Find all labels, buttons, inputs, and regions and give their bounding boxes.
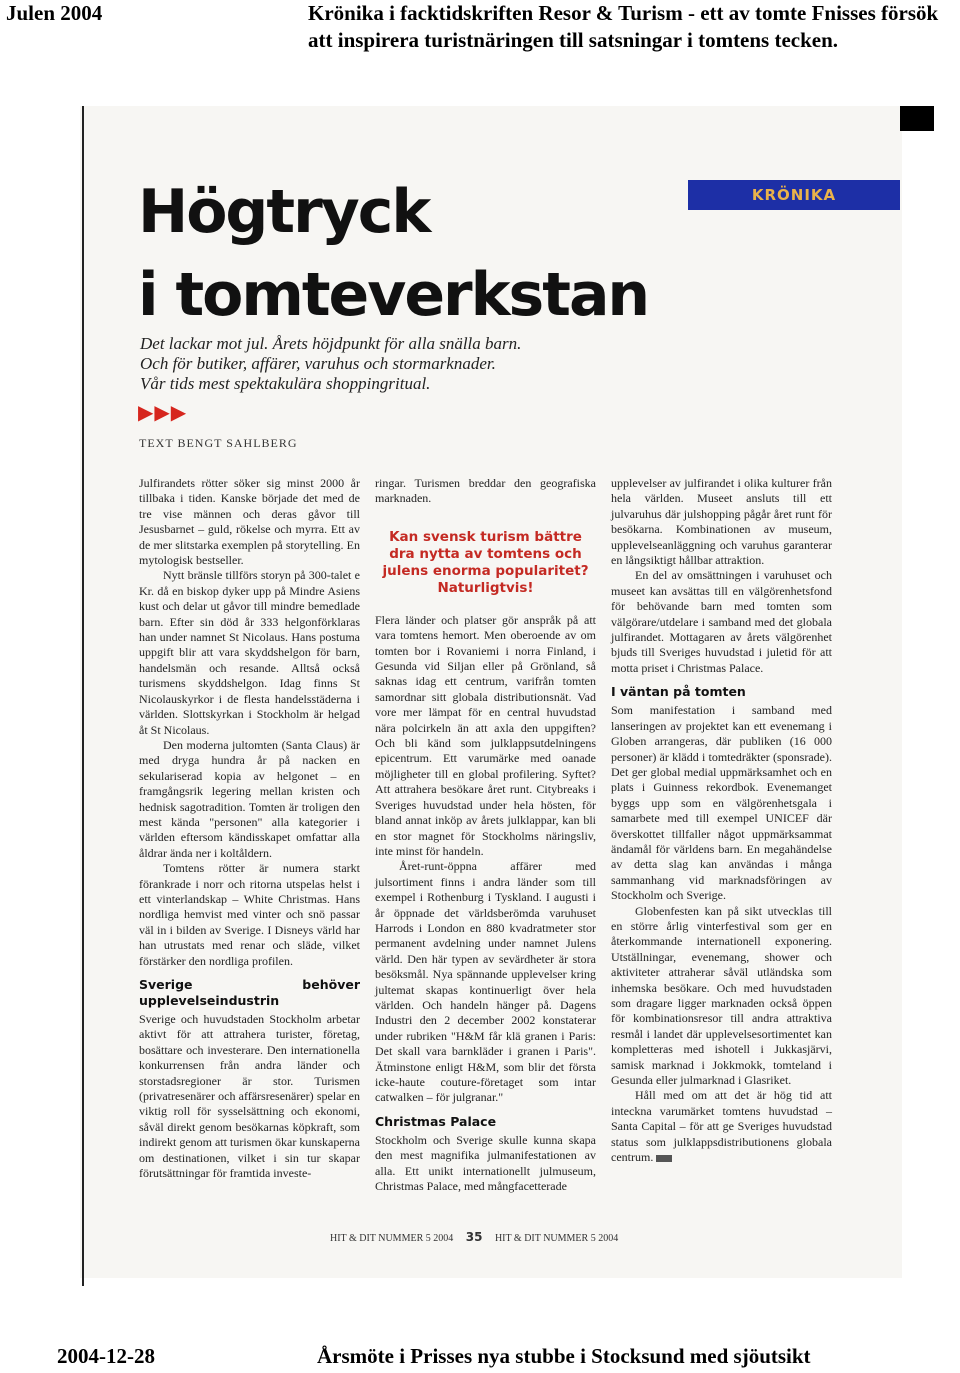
paragraph: Året-runt-öppna affärer med julsortiment finns i andra länder som till exempel i Rothenburg i Tyskland. I augusti i år öppnade det världsberömda varuhuset Harrods i London en 880 kvadratmeter stor permanent avdelning under namnet Julens värld. Den här typen av sevärdheter är stora besöksmål. Nya spännande upplevelser kring jultemat skapas kontinuerligt över hela världen. Och handeln hänger på. Dagens Industri den 2 december 2002 konstaterar under rubriken "H&M får klä granen i Paris: Det skall vara barnkläder i granen i Paris". Ätminstone enligt H&M, som blir det första icke-haute couture-företaget som intar catwalken – för julgranar."	[375, 859, 596, 1105]
paragraph: Flera länder och platser gör anspråk på att vara tomtens hemort. Men oberoende av om tomten bor i Rovaniemi i norra Finland, i Gesunda vid Siljan eller på Grönland, så saknas idag ett centrum, varifrån tomten samordnar sitt globala distributionsnät. Vad vore mer lämpat för en central huvudstad nära polcirkeln än att axla den uppgiften? Och bli känd som julklappsutdelningens epicentrum. Ett varumärke med oanade möjligheter till en global profilering. Syftet? Att attrahera besökare året runt. Citybreaks i Sveriges huvudstad under hela hösten, för bland annat inköp av årets julklappar, kan bli en stor magnet för Stockholms näringsliv, inte minst för handeln.	[375, 612, 596, 858]
footer-date: 2004-12-28	[57, 1344, 155, 1368]
folio-left: HIT & DIT NUMMER 5 2004	[330, 1233, 454, 1244]
article-ingress	[140, 334, 560, 394]
paragraph-text: Håll med om att det är hög tid att inteckna varumärket tomtens huvudstad – Santa Capital – för att ge Sveriges huvudstad status som julklappsdistributionens globala centrum.	[611, 1088, 832, 1165]
paragraph: upplevelser av julfirandet i olika kulturer från hela världen. Museet ansluts till ett julvaruhus där julshopping pågår året runt för besökarna. Kombinationen av museum, upplevelseanläggning och varuhus garanterar en långsiktigt hållbar attraktion.	[611, 476, 832, 568]
pull-quote: Kan svensk turism bättre dra nytta av tomtens och julens enorma popularitet? Naturligtvis!	[382, 528, 589, 596]
article-title	[138, 177, 649, 330]
paragraph: Som manifestation i samband med lanseringen av projektet kan ett evenemang i Globen arrangeras, där publiken (16 000 personer) är klädd i tomtedräkter (sponsrade). Det ger global medial uppmärksamhet och en plats i Guinness rekordbok. Evenemanget byggs upp som en välgörenhetsgala i samarbete med till exempel UNICEF där överskottet tillfaller något uppmärksammat ändamål för världens barn. En megahändelse av detta slag kan användas i många sammanhang vid marknadsföringen av Stockholm och Sverige.	[611, 703, 832, 903]
header-date: Julen 2004	[6, 1, 103, 25]
paragraph: Den moderna jultomten (Santa Claus) är med dryga hundra år på nacken en sekulariserad kopia av helgonet – en framgångsrik legering mellan kristen och hednisk sagotradition. Tomten är troligen den mest kända "personen" alla kategorier i världen eftersom kändisskapet omfattar alla åldrar ända ner i koltåldern.	[139, 737, 360, 860]
paragraph: ringar. Turismen breddar den geografiska marknaden.	[375, 476, 596, 506]
paragraph: Tomtens rötter är numera starkt förankrade i norr och ritorna utspelas helst i ett vinterlandskap – White Christmas. Hans nordliga hemvist med vinter och snö passar väl in i bilden av Sverige. I Disneys värld har han utrustats med renar och släde, vilket förstärker den nordliga profilen.	[139, 861, 360, 968]
ingress-line: Vår tids mest spektakulära shoppingritual.	[140, 374, 431, 393]
ingress-line: Och för butiker, affärer, varuhus och stormarknader.	[140, 354, 496, 373]
title-line-2: i tomteverkstan	[138, 260, 649, 330]
folio-right: HIT & DIT NUMMER 5 2004	[494, 1233, 619, 1244]
article-column-2	[375, 476, 596, 1194]
paragraph: Stockholm och Sverige skulle kunna skapa den mest magnifika julmanifestationen av alla. Ett unikt internationellt julmuseum, Christmas Palace, med mångfacetterade	[375, 1132, 596, 1194]
subheading: I väntan på tomten	[611, 684, 746, 700]
paragraph	[611, 1088, 832, 1165]
page-number: 35	[465, 1230, 483, 1244]
title-line-1: Högtryck	[138, 177, 430, 247]
end-mark-icon	[656, 1155, 672, 1162]
article-column-3	[611, 476, 832, 1165]
scan-corner-mark	[900, 106, 934, 131]
paragraph: Julfirandets rötter söker sig minst 2000 år tillbaka i tiden. Kanske började det med de tre vise männen och deras gåvor till Jesusbarnet – guld, rökelse och myrra. Ett av de mer slitstarka exemplen på storytelling. En mytologisk bestseller.	[139, 476, 360, 568]
article-column-1	[139, 476, 360, 1181]
triangle-arrows-icon: ▶▶▶	[138, 400, 188, 424]
subheading: Sverige behöver upplevelseindustrin	[139, 977, 360, 1008]
header-description: Krönika i facktidskriften Resor & Turism - ett av tomte Fnisses försök att inspirera turistnäringen till satsningar i tomtens tecken.	[308, 1, 939, 52]
paragraph: Nytt bränsle tillförs storyn på 300-talet e Kr. då en biskop dyker upp på Mindre Asiens kust och delar ut gåvor till mindre bemedlade barn. Efter sin död år 333 helgonförklaras han under namnet St Nicolaus. Hans postuma uppgift blir att vara skyddshelgon för barn, handelsmän och resande. Alltså också turismens skyddshelgon. Idag finns St Nicolauskyrkor i de flesta handelsstäderna i världen. Slottskyrkan i Stockholm är helgad åt St Nicolaus.	[139, 568, 360, 737]
footer-caption: Årsmöte i Prisses nya stubbe i Stocksund med sjöutsikt	[317, 1344, 811, 1368]
byline: TEXT BENGT SAHLBERG	[139, 436, 298, 450]
paragraph: Globenfesten kan på sikt utvecklas till en större årlig vinterfestival som ger en återkommande internationell exponering. Utställningar, evenemang, shower och aktiviteter attraherar såväl utländska som inhemska besökare. Och med huvudstaden som dragare ligger marknaden också öppen för kombinationsresor till andra attraktiva resmål i landet där upplevelsesortimentet kan kompletteras med ishotell i Jukkasjärvi, samisk marknad i Jokkmokk, tomteland i Gesunda eller julmarknad i Glasriket.	[611, 903, 832, 1088]
scan-edge-line	[82, 106, 84, 1286]
page-folio	[330, 1231, 618, 1245]
paragraph: En del av omsättningen i varuhuset och museet kan avsättas till en välgörenhetsfond för behövande barn med tomten som välgörare/utdelare i samband med det globala julfirandet. Mottagaren av årets välgörenhet bjuds till Sveriges huvudstad i juletid för att motta priset i Christmas Palace.	[611, 568, 832, 675]
subheading: Christmas Palace	[375, 1113, 497, 1129]
paragraph: Sverige och huvudstaden Stockholm arbetar aktivt för att attrahera turister, företag, bosättare och investerare. Den internationella konkurrensen från andra länder och storstadsregioner är stor. Turismen (privatresenärer och affärsresenärer) spelar en viktig roll för sysselsättning och ekonomi, såväl direkt genom besökarnas köpkraft, som indirekt genom att turismen ökar kunskaperna om destinationen, vilket i sin tur skapar förutsättningar för framtida investe-	[139, 1012, 360, 1181]
ingress-line: Det lackar mot jul. Årets höjdpunkt för alla snälla barn.	[140, 334, 522, 353]
section-label: KRÖNIKA	[688, 180, 900, 210]
